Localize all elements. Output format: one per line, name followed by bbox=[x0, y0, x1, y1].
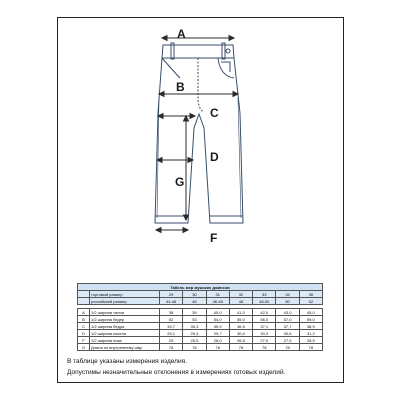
row-value: 55,0 bbox=[229, 316, 252, 323]
row-value: 39 bbox=[183, 309, 206, 316]
row-value: 30,6 bbox=[276, 330, 299, 337]
row-value: 37,1 bbox=[253, 323, 276, 330]
jeans-button bbox=[226, 49, 230, 53]
row-value: 56,0 bbox=[253, 316, 276, 323]
table-header-row: торговый размер 29 30 31 32 33 34 36 bbox=[78, 291, 323, 298]
row-value: 78 bbox=[229, 344, 252, 351]
row-value: 43,0 bbox=[276, 309, 299, 316]
row-value: 26,0 bbox=[206, 337, 229, 344]
table-row bbox=[78, 344, 323, 351]
row-value: 25 bbox=[160, 337, 183, 344]
row-value: 28,5 bbox=[299, 337, 322, 344]
table-row bbox=[78, 323, 323, 330]
label-g: G bbox=[175, 175, 185, 189]
row-value: 37,7 bbox=[276, 323, 299, 330]
jeans-diagram bbox=[58, 18, 345, 278]
row-value: 45,0 bbox=[299, 309, 322, 316]
label-c: C bbox=[210, 106, 219, 120]
row-value: 59,0 bbox=[299, 316, 322, 323]
row-value: 57,0 bbox=[276, 316, 299, 323]
row-value: 38 bbox=[160, 309, 183, 316]
row-code: B bbox=[78, 316, 90, 323]
fly-stitch bbox=[198, 58, 204, 112]
row-value: 41,0 bbox=[229, 309, 252, 316]
row-value: 78 bbox=[183, 344, 206, 351]
row-value: 30,3 bbox=[253, 330, 276, 337]
row-code: F bbox=[78, 337, 90, 344]
table-row bbox=[78, 316, 323, 323]
note-line-2: Допустимы незначительные отклонения в измерениях готовых изделий. bbox=[67, 369, 286, 376]
row-value: 78 bbox=[160, 344, 183, 351]
row-value: 38,9 bbox=[299, 323, 322, 330]
row-description: 1/2 ширина бедра bbox=[90, 323, 160, 330]
table-row bbox=[78, 337, 323, 344]
size-table-container bbox=[77, 283, 323, 351]
row-value: 35,3 bbox=[183, 323, 206, 330]
row-code: D bbox=[78, 330, 90, 337]
table-title: Табель мер мужских джинсов bbox=[78, 284, 323, 291]
row-description: Длина по внутреннему шву bbox=[90, 344, 160, 351]
row-value: 35,9 bbox=[206, 323, 229, 330]
ru-size-label: российский размер bbox=[90, 298, 160, 305]
row-value: 36,5 bbox=[229, 323, 252, 330]
label-f: F bbox=[210, 231, 218, 245]
row-code: G bbox=[78, 344, 90, 351]
notes bbox=[67, 356, 347, 378]
row-value: 53 bbox=[183, 316, 206, 323]
table-row bbox=[78, 330, 323, 337]
label-a: A bbox=[177, 27, 186, 41]
row-value: 29,1 bbox=[160, 330, 183, 337]
size-table bbox=[77, 283, 323, 351]
row-value: 30,0 bbox=[229, 330, 252, 337]
table-row bbox=[78, 309, 323, 316]
row-value: 31,2 bbox=[299, 330, 322, 337]
row-value: 42,0 bbox=[253, 309, 276, 316]
row-description: 1/2 ширина бедер bbox=[90, 316, 160, 323]
label-b: B bbox=[176, 80, 185, 94]
row-description: 1/2 ширина колена bbox=[90, 330, 160, 337]
row-value: 78 bbox=[299, 344, 322, 351]
row-value: 78 bbox=[253, 344, 276, 351]
row-value: 34,7 bbox=[160, 323, 183, 330]
front-pocket bbox=[218, 58, 234, 78]
table-title-row bbox=[78, 284, 323, 291]
jeans-waistband bbox=[162, 45, 234, 58]
note-line-1: В таблице указаны измерения изделия. bbox=[67, 358, 187, 365]
row-value: 26,5 bbox=[229, 337, 252, 344]
row-value: 54,0 bbox=[206, 316, 229, 323]
row-value: 78 bbox=[206, 344, 229, 351]
row-value: 27,5 bbox=[276, 337, 299, 344]
row-value: 78 bbox=[276, 344, 299, 351]
row-value: 52 bbox=[160, 316, 183, 323]
row-value: 25,5 bbox=[183, 337, 206, 344]
row-value: 29,4 bbox=[183, 330, 206, 337]
row-value: 29,7 bbox=[206, 330, 229, 337]
row-code: A bbox=[78, 309, 90, 316]
table-ru-row: российский размер 44-46 46 46-48 48 48-50 50 52 bbox=[78, 298, 323, 305]
row-value: 40,0 bbox=[206, 309, 229, 316]
row-description: 1/2 ширина низа bbox=[90, 337, 160, 344]
trade-size-label: торговый размер bbox=[90, 291, 160, 298]
row-code: C bbox=[78, 323, 90, 330]
jeans-outline bbox=[155, 58, 243, 223]
label-d: D bbox=[210, 150, 219, 164]
row-description: 1/2 ширина талии bbox=[90, 309, 160, 316]
row-value: 27,0 bbox=[253, 337, 276, 344]
